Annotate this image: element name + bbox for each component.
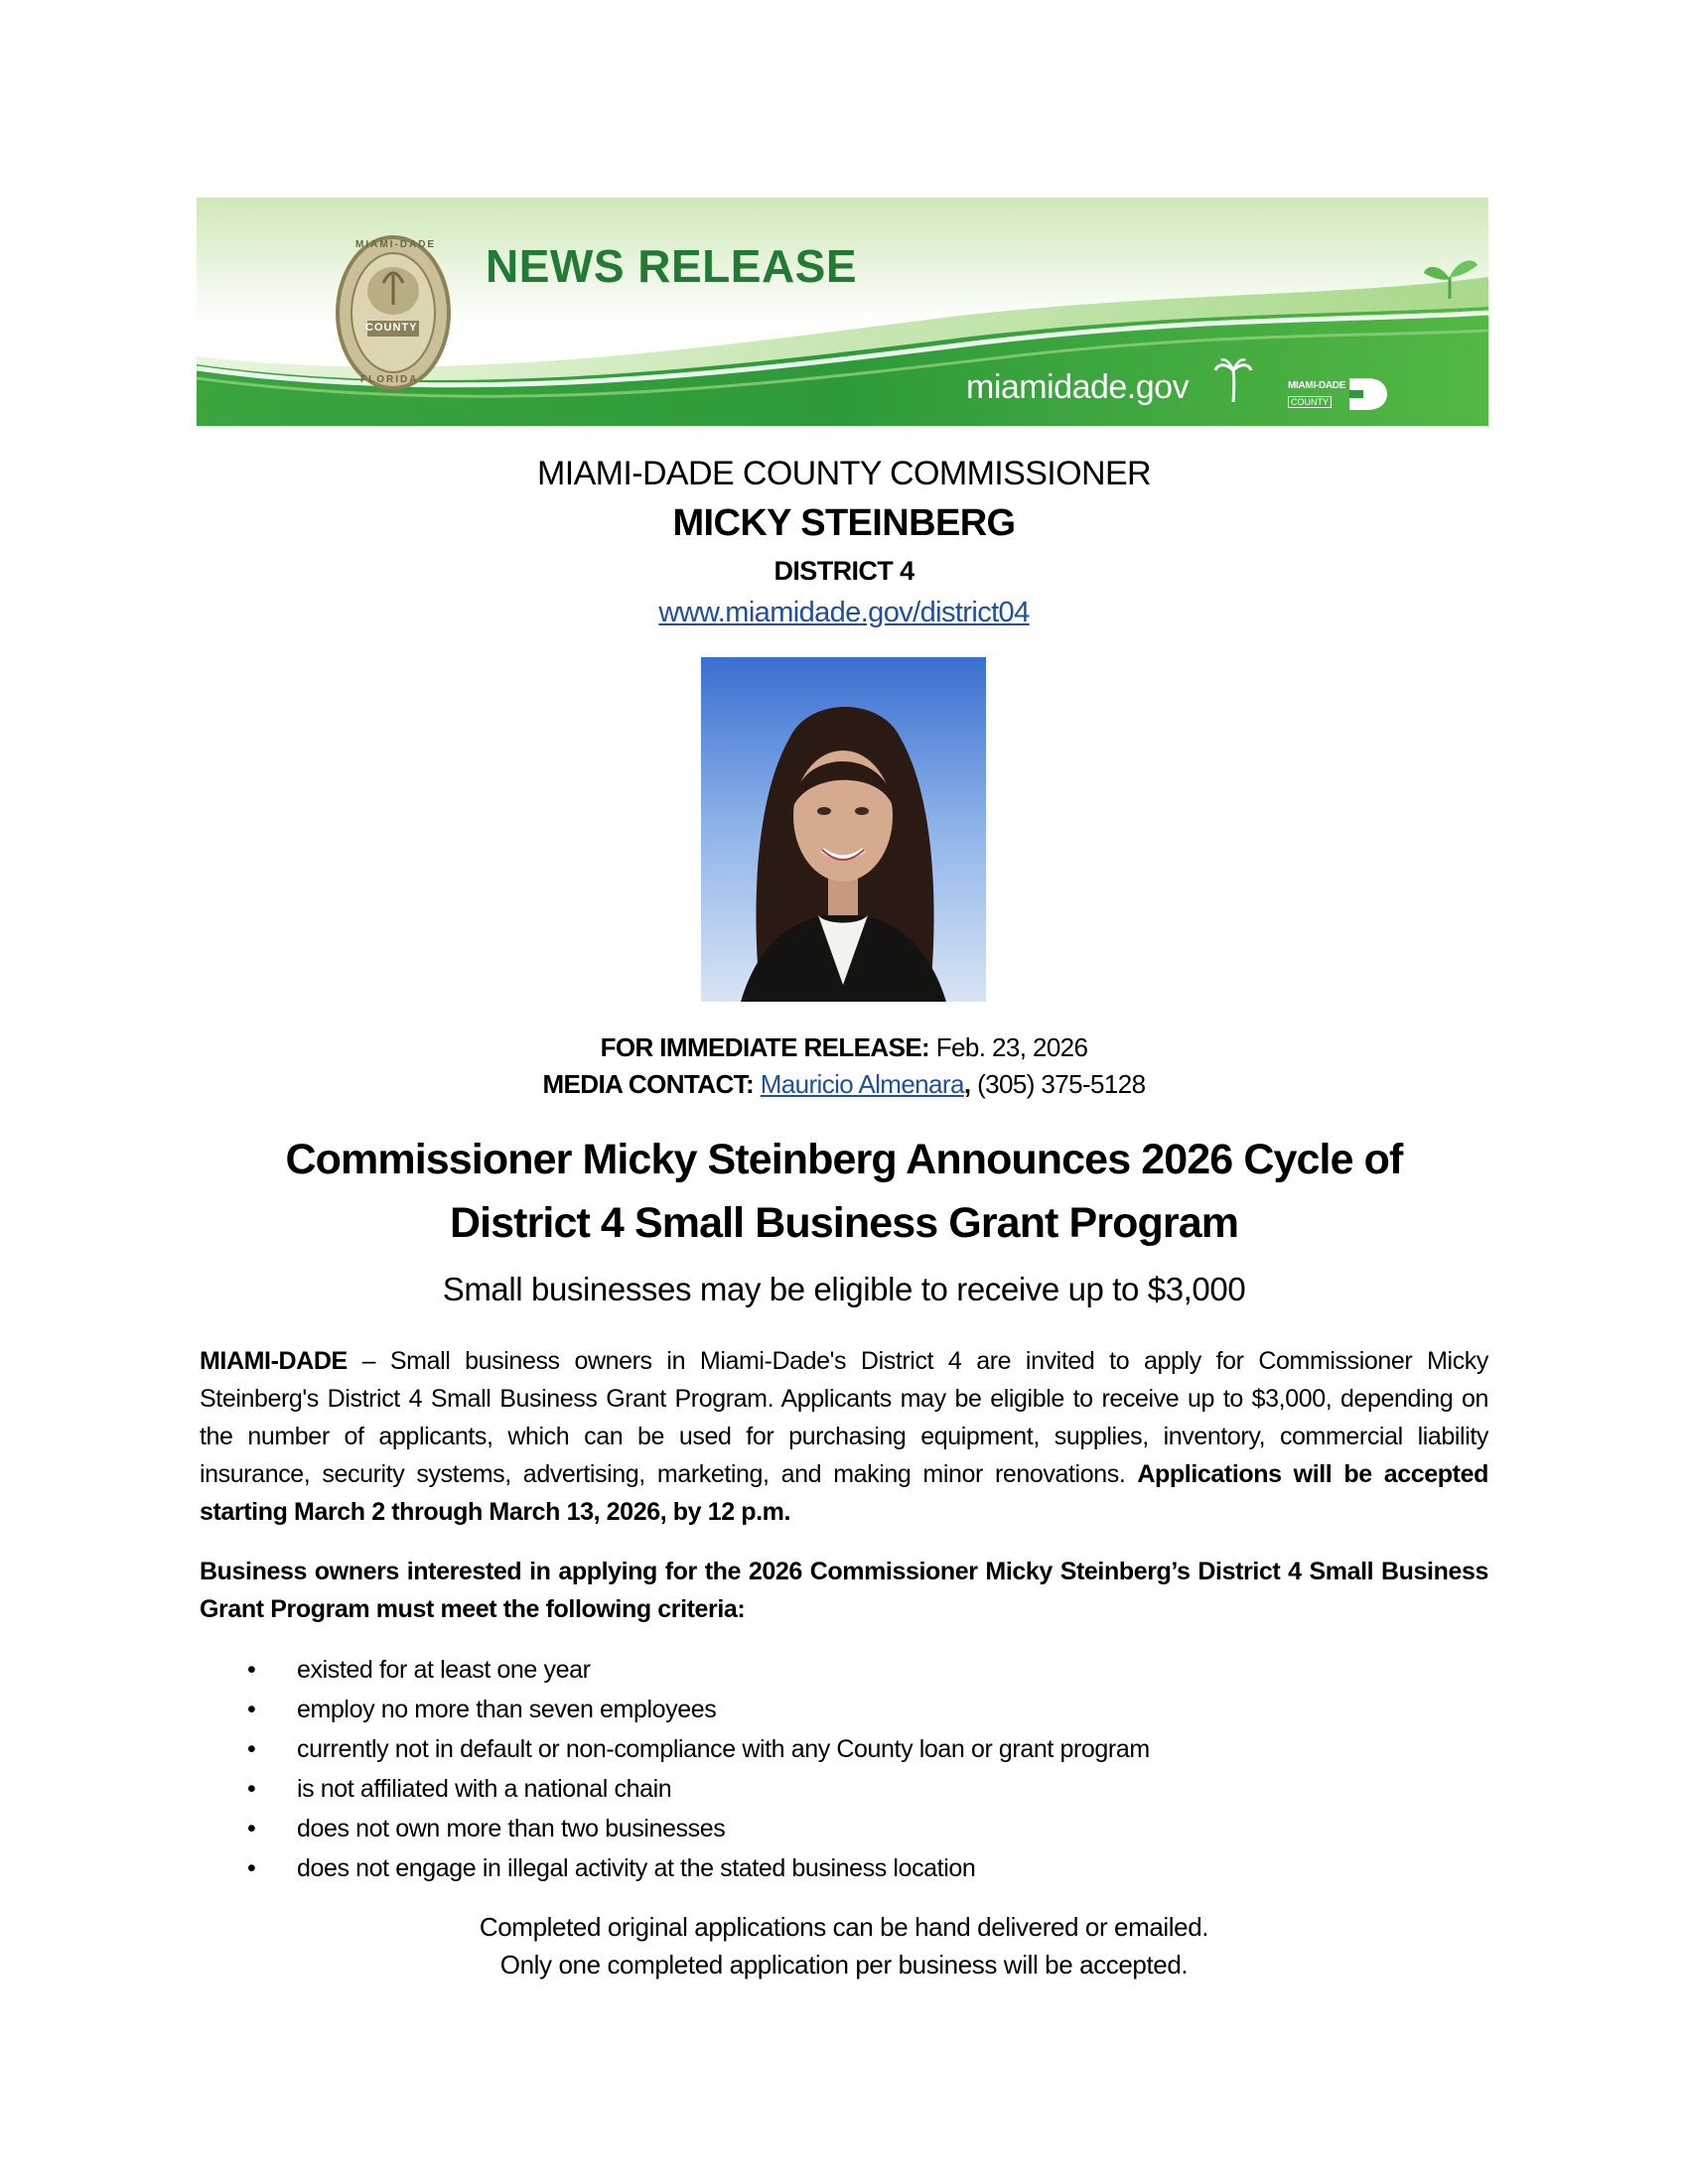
bullet-icon: • bbox=[247, 1775, 256, 1803]
subheadline: Small businesses may be eligible to receive up to $3,000 bbox=[442, 1271, 1246, 1307]
media-contact-phone: (305) 375-5128 bbox=[977, 1069, 1146, 1099]
media-contact-link[interactable]: Mauricio Almenara bbox=[760, 1069, 964, 1099]
seal-middle-text: COUNTY bbox=[365, 322, 418, 334]
criteria-text: employ no more than seven employees bbox=[297, 1696, 717, 1723]
palm-tree-icon bbox=[1213, 358, 1253, 402]
bullet-icon: • bbox=[247, 1696, 256, 1723]
criteria-text: does not engage in illegal activity at the stated business location bbox=[297, 1854, 976, 1882]
headline-line-2: District 4 Small Business Grant Program bbox=[449, 1199, 1239, 1247]
contact-separator: , bbox=[963, 1069, 971, 1099]
media-contact-line bbox=[0, 1069, 1688, 1100]
headline bbox=[0, 1128, 1688, 1255]
criteria-text: existed for at least one year bbox=[297, 1656, 591, 1684]
portrait-illustration bbox=[701, 657, 986, 1002]
commissioner-name: MICKY STEINBERG bbox=[672, 502, 1016, 544]
bullet-icon: • bbox=[247, 1815, 256, 1843]
district-link-wrap bbox=[0, 597, 1688, 629]
district-website-link[interactable]: www.miamidade.gov/district04 bbox=[658, 597, 1030, 628]
bullet-icon: • bbox=[247, 1854, 256, 1882]
media-contact-label: MEDIA CONTACT: bbox=[542, 1069, 755, 1099]
seal-top-text: MIAMI-DADE bbox=[355, 239, 437, 250]
news-release-banner bbox=[197, 198, 1488, 426]
list-item bbox=[200, 1690, 1488, 1729]
criteria-text: is not affiliated with a national chain bbox=[297, 1775, 672, 1803]
county-seal-icon bbox=[334, 233, 453, 392]
release-line bbox=[0, 1032, 1688, 1063]
body-paragraph-1-text: – Small business owners in Miami-Dade's District 4 are invited to apply for Commissioner Micky Steinberg's District 4 Small Business Grant Program. Applicants may be eligible to receive up to $3,000, depending on the number of applicants, which can be used for purchasing equipment, supplies, inventory, commercial liability insurance, security systems, advertising, marketing, and making minor renovations. bbox=[200, 1347, 1488, 1488]
body-paragraph-1 bbox=[200, 1342, 1488, 1531]
seal-bottom-text: FLORIDA bbox=[360, 374, 419, 385]
site-name: miamidade.gov bbox=[966, 368, 1190, 406]
list-item bbox=[200, 1769, 1488, 1809]
commissioner-title: MIAMI-DADE COUNTY COMMISSIONER bbox=[537, 455, 1151, 492]
bullet-icon: • bbox=[247, 1656, 256, 1684]
list-item bbox=[200, 1809, 1488, 1848]
county-logo-text-2: COUNTY bbox=[1288, 396, 1332, 408]
list-item bbox=[200, 1848, 1488, 1888]
county-logo-text-1: MIAMI-DADE bbox=[1288, 380, 1346, 391]
criteria-text: does not own more than two businesses bbox=[297, 1815, 726, 1843]
commissioner-portrait bbox=[701, 657, 986, 1002]
dateline: MIAMI-DADE bbox=[200, 1347, 348, 1375]
list-item bbox=[200, 1650, 1488, 1690]
district-label: DISTRICT 4 bbox=[774, 556, 914, 586]
list-item bbox=[200, 1729, 1488, 1769]
criteria-list bbox=[200, 1650, 1488, 1888]
closing-line-2: Only one completed application per business will be accepted. bbox=[499, 1950, 1189, 1979]
headline-line-1: Commissioner Micky Steinberg Announces 2026 Cycle of bbox=[285, 1136, 1403, 1183]
application-dates: Applications will be accepted starting March 2 through March 13, 2026, by 12 p.m. bbox=[200, 1460, 1488, 1526]
criteria-text: currently not in default or non-compliance with any County loan or grant program bbox=[297, 1735, 1150, 1763]
release-date: Feb. 23, 2026 bbox=[935, 1032, 1088, 1062]
body-paragraph-2: Business owners interested in applying for the 2026 Commissioner Micky Steinberg’s District 4 Small Business Grant Program must meet the following criteria: bbox=[200, 1558, 1488, 1623]
release-label: FOR IMMEDIATE RELEASE: bbox=[600, 1032, 930, 1062]
bullet-icon: • bbox=[247, 1735, 256, 1763]
banner-title: NEWS RELEASE bbox=[486, 240, 858, 292]
sprout-icon bbox=[1420, 255, 1479, 299]
county-logo bbox=[1288, 374, 1389, 414]
closing-line-1: Completed original applications can be hand delivered or emailed. bbox=[479, 1912, 1209, 1942]
